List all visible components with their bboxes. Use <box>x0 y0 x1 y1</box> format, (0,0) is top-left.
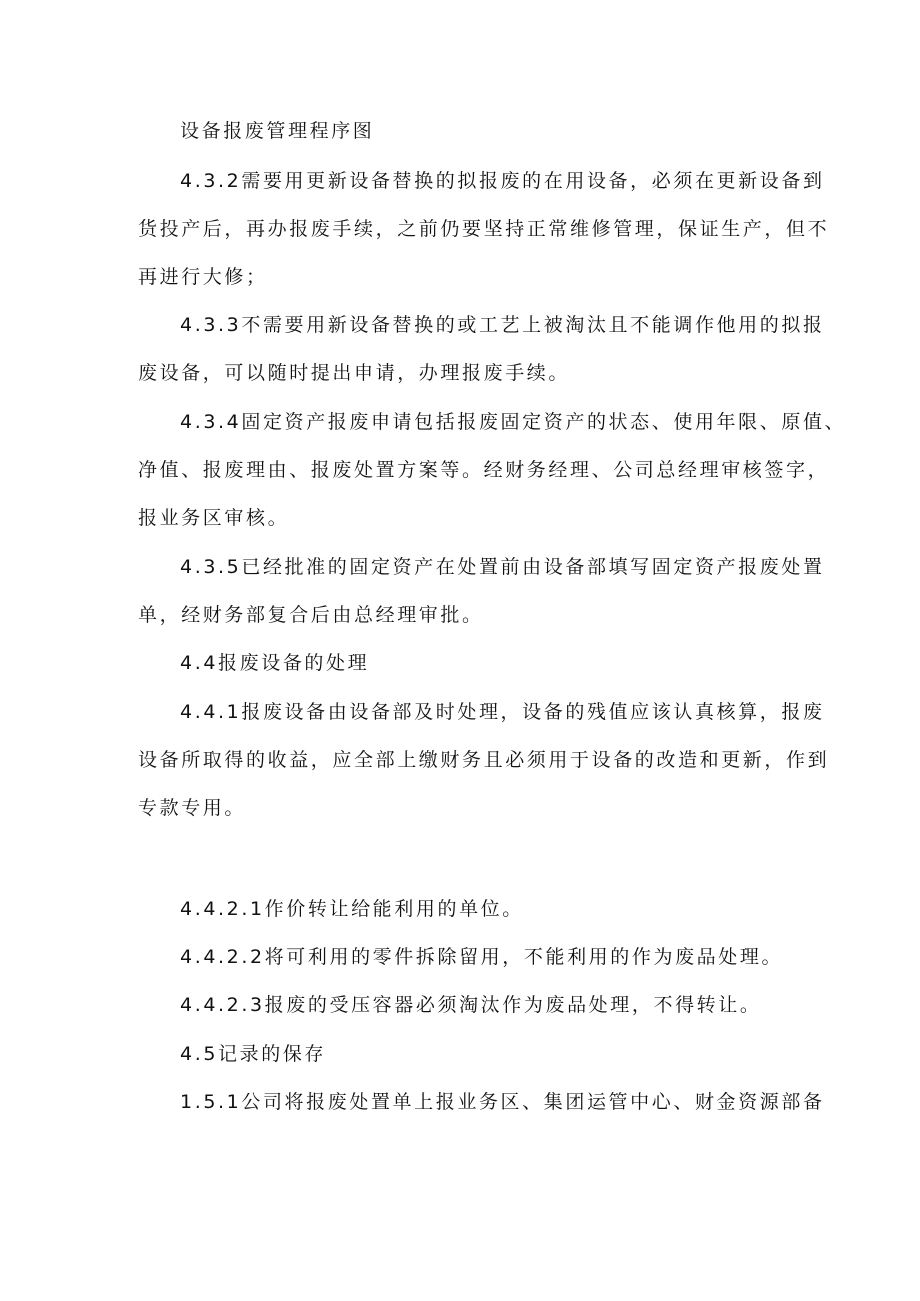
paragraph-4-3-2-line-3: 再进行大修； <box>138 266 268 288</box>
paragraph-4-3-5-line-2: 单，经财务部复合后由总经理审批。 <box>138 604 484 626</box>
paragraph-4-3-2-line-2: 货投产后，再办报废手续，之前仍要坚持正常维修管理，保证生产，但不 <box>138 218 830 240</box>
heading-4-5: 4.5记录的保存 <box>180 1043 327 1065</box>
paragraph-4-3-2-line-1: 4.3.2需要用更新设备替换的拟报废的在用设备，必须在更新设备到 <box>180 170 825 192</box>
paragraph-4-3-3-line-2: 废设备，可以随时提出申请，办理报废手续。 <box>138 362 571 384</box>
paragraph-1-5-1: 1.5.1公司将报废处置单上报业务区、集团运管中心、财金资源部备 <box>180 1091 825 1113</box>
paragraph-4-4-2-2: 4.4.2.2将可利用的零件拆除留用，不能利用的作为废品处理。 <box>180 946 784 968</box>
heading-4-4: 4.4报废设备的处理 <box>180 652 370 674</box>
paragraph-4-3-3-line-1: 4.3.3不需要用新设备替换的或工艺上被淘汰且不能调作他用的拟报 <box>180 314 825 336</box>
paragraph-4-4-2-3: 4.4.2.3报废的受压容器必须淘汰作为废品处理，不得转让。 <box>180 994 762 1016</box>
paragraph-4-3-4-line-1: 4.3.4固定资产报废申请包括报废固定资产的状态、使用年限、原值、 <box>180 411 847 433</box>
paragraph-4-3-4-line-2: 净值、报废理由、报废处置方案等。经财务经理、公司总经理审核签字， <box>138 459 830 481</box>
section-title: 设备报废管理程序图 <box>180 120 375 142</box>
paragraph-4-3-5-line-1: 4.3.5已经批准的固定资产在处置前由设备部填写固定资产报废处置 <box>180 556 825 578</box>
paragraph-4-4-2-1: 4.4.2.1作价转让给能利用的单位。 <box>180 898 524 920</box>
paragraph-4-4-1-line-3: 专款专用。 <box>138 797 247 819</box>
paragraph-4-4-1-line-1: 4.4.1报废设备由设备部及时处理，设备的残值应该认真核算，报废 <box>180 701 825 723</box>
paragraph-4-4-1-line-2: 设备所取得的收益，应全部上缴财务且必须用于设备的改造和更新，作到 <box>138 749 830 771</box>
paragraph-4-3-4-line-3: 报业务区审核。 <box>138 507 290 529</box>
